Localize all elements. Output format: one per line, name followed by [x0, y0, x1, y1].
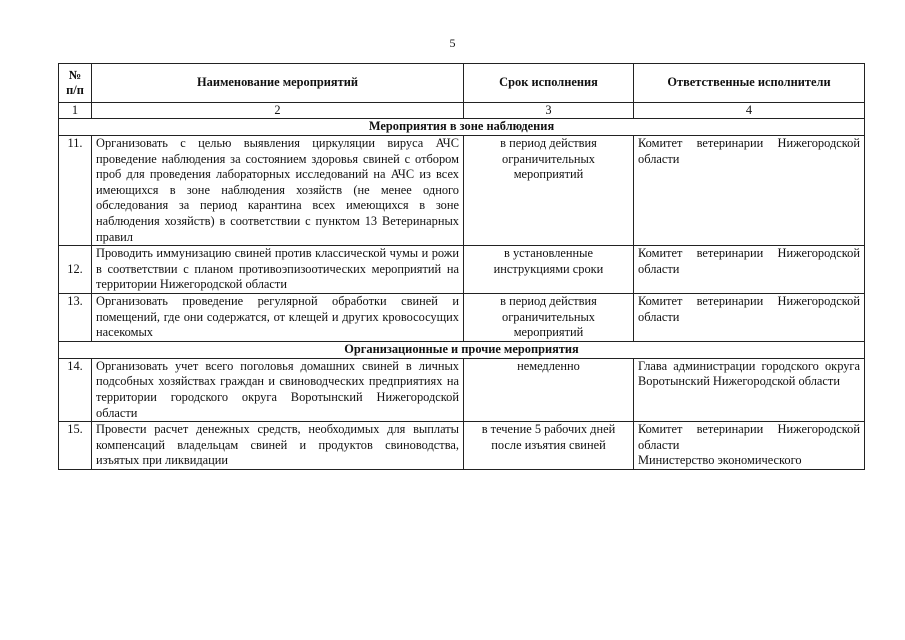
column-index: 1: [59, 103, 92, 119]
row-number: 14.: [59, 358, 92, 421]
row-number: 12.: [59, 246, 92, 294]
row-term: в период действия ограничительных мероприятий: [464, 136, 634, 246]
row-number: 13.: [59, 293, 92, 341]
column-index: 2: [92, 103, 464, 119]
row-term: в установленные инструкциями сроки: [464, 246, 634, 294]
table-row: [59, 293, 865, 341]
header-term: Срок исполнения: [464, 64, 634, 103]
header-num: № п/п: [59, 64, 92, 103]
row-measure: Провести расчет денежных средств, необходимых для выплаты компенсаций владельцам свиней и продуктов свиноводства, изъятых при ликвидации: [92, 422, 464, 470]
row-term: немедленно: [464, 358, 634, 421]
column-index: 3: [464, 103, 634, 119]
measures-table: [58, 63, 865, 470]
column-index: 4: [634, 103, 865, 119]
row-responsible: Глава администрации городского округа Воротынский Нижегородской области: [634, 358, 865, 421]
table-header-row: [59, 64, 865, 103]
row-measure: Организовать проведение регулярной обработки свиней и помещений, где они содержатся, от клещей и других кровососущих насекомых: [92, 293, 464, 341]
section-title: Мероприятия в зоне наблюдения: [59, 119, 865, 136]
row-responsible: Комитет ветеринарии Нижегородской области: [634, 136, 865, 246]
row-number: 11.: [59, 136, 92, 246]
row-term: в течение 5 рабочих дней после изъятия свиней: [464, 422, 634, 470]
row-number: 15.: [59, 422, 92, 470]
table-row: [59, 358, 865, 421]
row-responsible: Комитет ветеринарии Нижегородской области: [634, 293, 865, 341]
section-row: [59, 119, 865, 136]
row-responsible: Комитет ветеринарии Нижегородской области Министерство экономического: [634, 422, 865, 470]
table-row: [59, 246, 865, 294]
page-number: 5: [449, 36, 456, 50]
header-responsible: Ответственные исполнители: [634, 64, 865, 103]
section-row: [59, 341, 865, 358]
table-row: [59, 422, 865, 470]
table-row: [59, 136, 865, 246]
row-responsible: Комитет ветеринарии Нижегородской области: [634, 246, 865, 294]
row-measure: Проводить иммунизацию свиней против классической чумы и рожи в соответствии с планом противоэпизоотических мероприятий на территории Нижегородской области: [92, 246, 464, 294]
row-measure: Организовать учет всего поголовья домашних свиней в личных подсобных хозяйствах граждан и свиноводческих предприятиях на территории городского округа Воротынский Нижегородской области: [92, 358, 464, 421]
header-name: Наименование мероприятий: [92, 64, 464, 103]
section-title: Организационные и прочие мероприятия: [59, 341, 865, 358]
row-term: в период действия ограничительных мероприятий: [464, 293, 634, 341]
column-index-row: [59, 103, 865, 119]
row-measure: Организовать с целью выявления циркуляции вируса АЧС проведение наблюдения за состоянием здоровья свиней с отбором проб для проведения лабораторных исследований на АЧС из всех имеющихся в зоне наблюдения хозяйств (не менее одного обследования за период карантина всех имеющихся в зоне наблюдения хозяйств) в соответствии с пунктом 13 Ветеринарных правил: [92, 136, 464, 246]
